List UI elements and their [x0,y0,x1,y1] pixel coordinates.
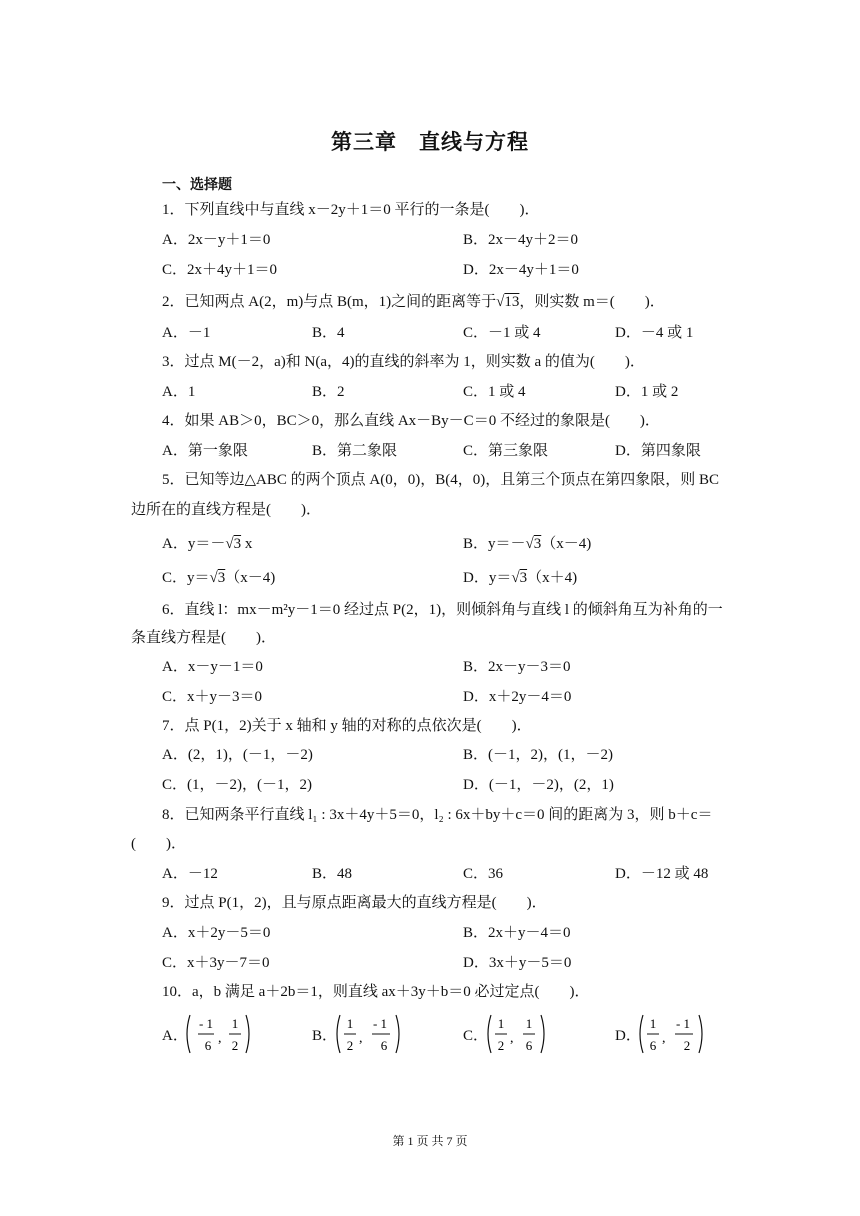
comma: , [218,1031,222,1046]
q8-option-b: B．48 [312,866,353,882]
q5-d-post: （x＋4) [527,570,578,586]
page-footer: 第 1 页 共 7 页 [392,1134,468,1148]
q1-option-d: D．2x－4y＋1＝0 [463,262,579,278]
q5-option-b [463,534,591,554]
q10-d-den1: 6 [649,1038,657,1053]
q10-a-label: A． [162,1028,188,1044]
q1-option-a: A．2x－y＋1＝0 [162,232,271,248]
q10-d-den2: 2 [683,1038,691,1053]
q5-c-post: （x－4) [225,570,276,586]
q5-option-c [162,568,275,588]
q2-option-a: A．－1 [162,325,211,341]
sqrt-symbol: √ [525,536,534,552]
q4-option-d: D．第四象限 [615,443,701,459]
q5-b-post: （x－4) [541,536,592,552]
q6-option-b: B．2x－y－3＝0 [463,659,571,675]
q1-option-b: B．2x－4y＋2＝0 [463,232,579,248]
q7-option-c: C．(1，－2)，(－1，2) [162,777,312,793]
question-5-cont: 边所在的直线方程是( )． [131,502,321,518]
fraction-pair-a [184,1012,264,1056]
question-7: 7．点 P(1，2)关于 x 轴和 y 轴的对称的点依次是( )． [162,718,532,734]
q10-c-num1: 1 [497,1016,505,1031]
q2-text-start: 2．已知两点 A(2，m)与点 B(m，1)之间的距离等于 [162,294,497,310]
fraction-pair-b [334,1012,414,1056]
q7-option-b: B．(－1，2)，(1，－2) [463,747,613,763]
page-title: 第三章 直线与方程 [331,130,529,154]
q10-c-den1: 2 [497,1038,505,1053]
question-2 [162,292,665,312]
question-9: 9．过点 P(1，2)，且与原点距离最大的直线方程是( )． [162,895,547,911]
right-paren [699,1015,702,1053]
q5-c-radicand: 3 [217,570,226,586]
q8-option-c: C．36 [463,866,504,882]
question-10: 10．a，b 满足 a＋2b＝1，则直线 ax＋3y＋b＝0 必过定点( )． [162,984,590,1000]
comma: , [662,1031,666,1046]
q5-option-d [463,568,577,588]
q2-option-b: B．4 [312,325,345,341]
q5-b-radicand: 3 [533,536,542,552]
q10-a-den2: 2 [231,1038,239,1053]
q10-d-num2: - 1 [675,1016,691,1031]
question-3: 3．过点 M(－2，a)和 N(a，4)的直线的斜率为 1，则实数 a 的值为( )． [162,354,645,370]
q10-b-num1: 1 [346,1016,354,1031]
q3-option-d: D．1 或 2 [615,384,679,400]
q8-option-a: A．－12 [162,866,218,882]
q10-a-num1: - 1 [198,1016,214,1031]
q4-option-b: B．第二象限 [312,443,398,459]
q10-b-den2: 6 [380,1038,388,1053]
q9-option-b: B．2x＋y－4＝0 [463,925,571,941]
q10-c-num2: 1 [525,1016,533,1031]
question-8: 8．已知两条平行直线 l₁ : 3x＋4y＋5＝0，l₂ : 6x＋by＋c＝0 间的距离为 3，则 b＋c＝ [162,807,713,823]
q5-a-pre: A．y＝－ [162,536,226,552]
q10-c-label: C． [463,1028,489,1044]
q2-radicand: 13 [504,294,520,310]
q10-d-label: D． [615,1028,641,1044]
question-6-cont: 条直线方程是( )． [131,630,276,646]
q3-option-c: C．1 或 4 [463,384,526,400]
q2-text-end: ，则实数 m＝( )． [519,294,665,310]
q10-b-label: B． [312,1028,338,1044]
q5-a-radicand: 3 [233,536,242,552]
q1-option-c: C．2x＋4y＋1＝0 [162,262,278,278]
q10-d-num1: 1 [649,1016,657,1031]
q2-option-d: D．－4 或 1 [615,325,694,341]
comma: , [359,1031,363,1046]
q2-option-c: C．－1 或 4 [463,325,541,341]
q6-option-d: D．x＋2y－4＝0 [463,689,572,705]
q5-d-pre: D．y＝ [463,570,512,586]
sqrt-symbol: √ [225,536,234,552]
q9-option-d: D．3x＋y－5＝0 [463,955,572,971]
q10-a-num2: 1 [231,1016,239,1031]
left-paren [488,1015,491,1053]
right-paren [396,1015,399,1053]
q10-b-den1: 2 [346,1038,354,1053]
left-paren [187,1015,190,1053]
left-paren [337,1015,340,1053]
sqrt-symbol: √ [496,294,505,310]
q10-c-den2: 6 [525,1038,533,1053]
q9-option-a: A．x＋2y－5＝0 [162,925,271,941]
sqrt-symbol: √ [511,570,520,586]
fraction-pair-d [637,1012,717,1056]
question-6: 6．直线 l：mx－m²y－1＝0 经过点 P(2，1)，则倾斜角与直线 l 的倾斜角互为补角的一 [162,602,723,618]
q4-option-c: C．第三象限 [463,443,549,459]
section-heading: 一、选择题 [162,177,232,193]
q10-b-num2: - 1 [372,1016,388,1031]
q9-option-c: C．x＋3y－7＝0 [162,955,270,971]
right-paren [541,1015,544,1053]
q5-d-radicand: 3 [519,570,528,586]
q5-option-a [162,534,252,554]
question-1: 1．下列直线中与直线 x－2y＋1＝0 平行的一条是( )． [162,202,540,218]
q7-option-d: D．(－1，－2)，(2，1) [463,777,614,793]
q5-a-post: x [241,536,253,552]
sqrt-symbol: √ [209,570,218,586]
q5-b-pre: B．y＝－ [463,536,526,552]
left-paren [640,1015,643,1053]
q3-option-b: B．2 [312,384,345,400]
q4-option-a: A．第一象限 [162,443,248,459]
fraction-pair-c [485,1012,565,1056]
question-4: 4．如果 AB＞0，BC＞0，那么直线 Ax－By－C＝0 不经过的象限是( )． [162,413,660,429]
q6-option-c: C．x＋y－3＝0 [162,689,263,705]
question-8-cont: ( )． [131,836,186,852]
q3-option-a: A．1 [162,384,196,400]
q5-c-pre: C．y＝ [162,570,210,586]
q7-option-a: A．(2，1)，(－1，－2) [162,747,313,763]
comma: , [510,1031,514,1046]
q10-a-den1: 6 [204,1038,212,1053]
q8-option-d: D．－12 或 48 [615,866,709,882]
right-paren [246,1015,249,1053]
q6-option-a: A．x－y－1＝0 [162,659,263,675]
question-5: 5．已知等边△ABC 的两个顶点 A(0，0)，B(4，0)，且第三个顶点在第四象限，则 BC [162,472,719,488]
